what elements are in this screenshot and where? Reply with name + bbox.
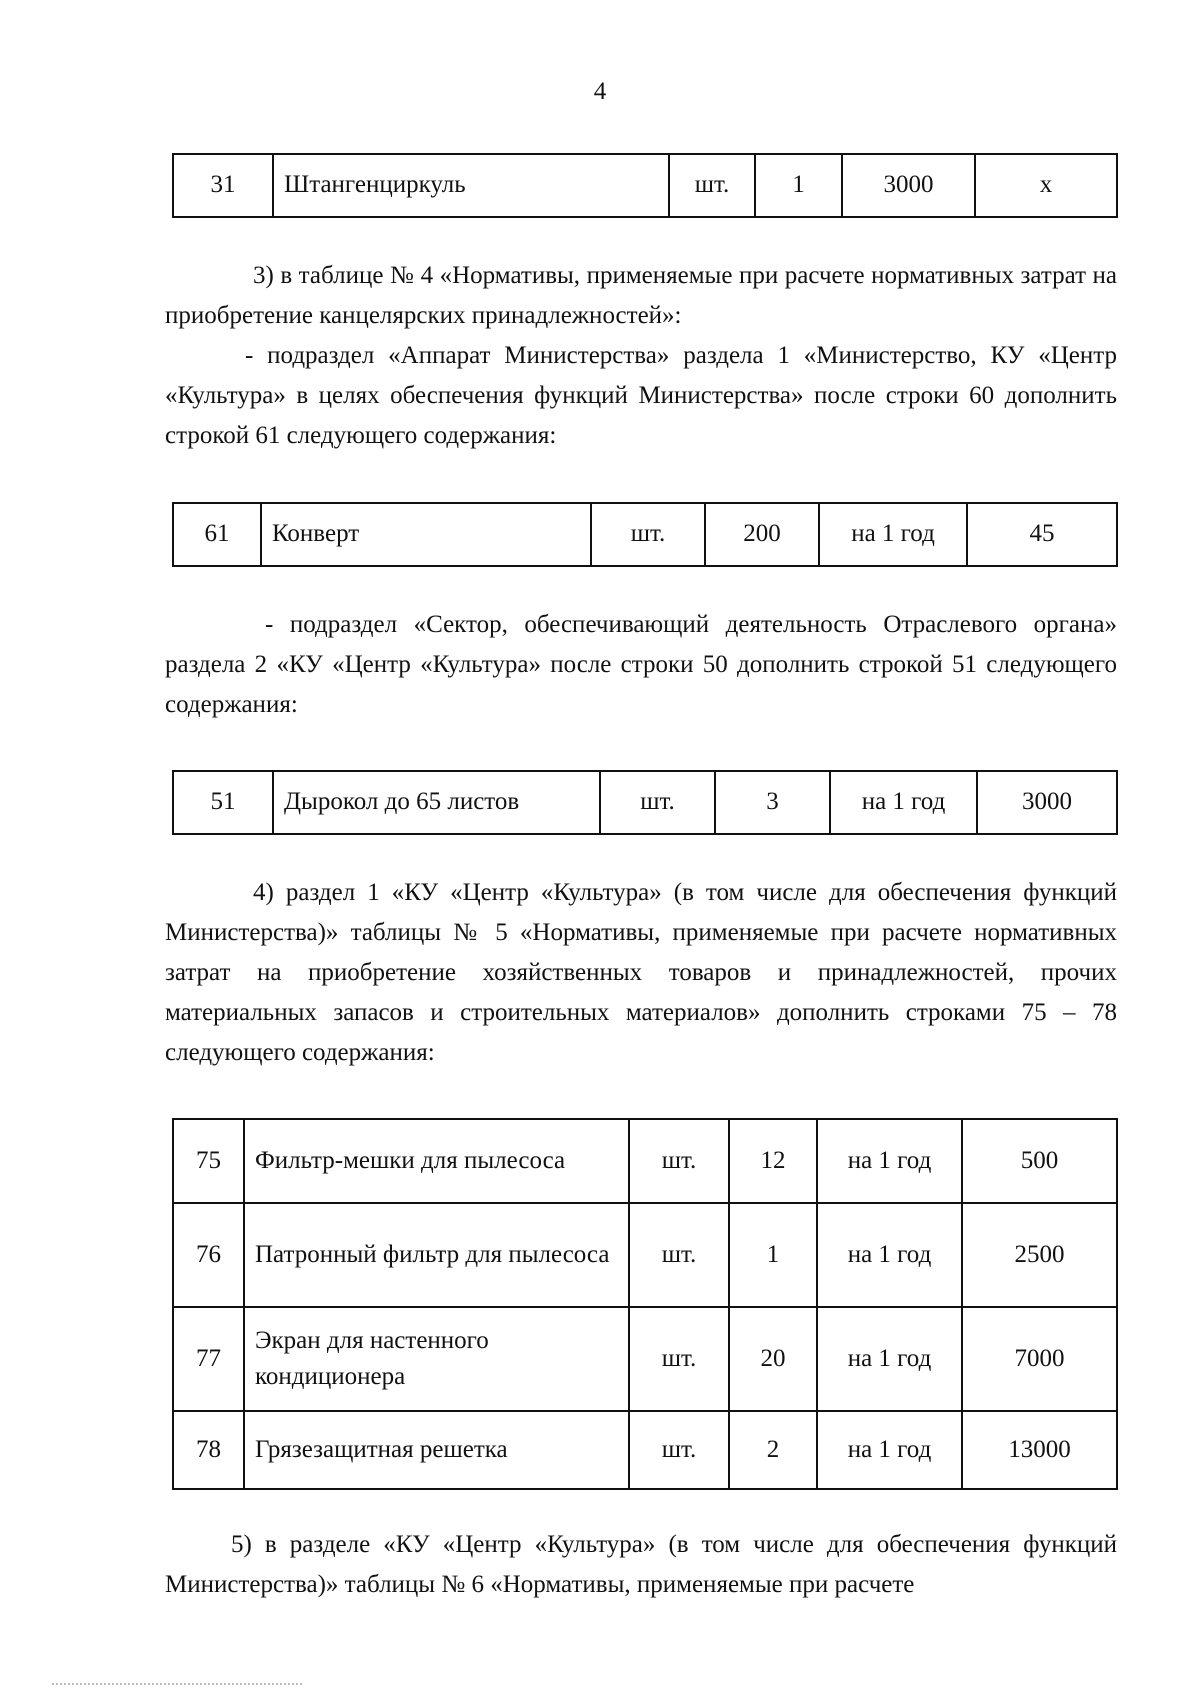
paragraph-5 — [165, 1525, 1117, 1605]
table-konvert — [172, 502, 1118, 567]
quantity: 1 — [729, 1203, 817, 1307]
row-number: 61 — [173, 503, 261, 566]
quantity: 2 — [729, 1411, 817, 1489]
quantity: 1 — [755, 154, 842, 217]
item-name: Экран для настенного кондиционера — [244, 1307, 629, 1411]
unit: шт. — [669, 154, 755, 217]
period: на 1 год — [817, 1411, 962, 1489]
price: 45 — [967, 503, 1117, 566]
table-dyrokol — [172, 770, 1118, 835]
item-name: Патронный фильтр для пылесоса — [244, 1203, 629, 1307]
table-shtangencirkul — [172, 153, 1118, 218]
quantity: 12 — [729, 1119, 817, 1203]
extra: х — [975, 154, 1117, 217]
period: на 1 год — [819, 503, 967, 566]
paragraph-4 — [165, 873, 1117, 1073]
table-hoz-tovary — [172, 1118, 1118, 1490]
row-number: 51 — [173, 771, 273, 834]
table-row — [173, 154, 1117, 217]
period: на 1 год — [817, 1307, 962, 1411]
quantity: 3 — [715, 771, 830, 834]
item-name: Грязезащитная решетка — [244, 1411, 629, 1489]
paragraph-sector-text: - подраздел «Сектор, обеспечивающий деятельность Отраслевого органа» раздела 2 «КУ «Центр «Культура» после строки 50 дополнить строкой 51 следующего содержания: — [165, 611, 1117, 718]
paragraph-sector — [165, 605, 1117, 725]
paragraph-4-text: 4) раздел 1 «КУ «Центр «Культура» (в том числе для обеспечения функций Министерства)» таблицы № 5 «Нормативы, применяемые при расчете нормативных затрат на приобретение хозяйственных товаров и принадлежностей, прочих материальных запасов и строительных материалов» дополнить строками 75 – 78 следующего содержания: — [165, 879, 1117, 1066]
item-name: Штангенциркуль — [273, 154, 669, 217]
price: 7000 — [962, 1307, 1117, 1411]
paragraph-5-text: 5) в разделе «КУ «Центр «Культура» (в том числе для обеспечения функций Министерства)» таблицы № 6 «Нормативы, применяемые при расчете — [165, 1531, 1117, 1598]
scan-artifact — [52, 1683, 302, 1688]
table-row — [173, 1411, 1117, 1489]
paragraph-3 — [165, 256, 1117, 456]
unit: шт. — [629, 1307, 729, 1411]
paragraph-3-intro: 3) в таблице № 4 «Нормативы, применяемые при расчете нормативных затрат на приобретение канцелярских принадлежностей»: — [165, 262, 1117, 329]
period: на 1 год — [817, 1119, 962, 1203]
item-name: Дырокол до 65 листов — [273, 771, 600, 834]
unit: шт. — [629, 1203, 729, 1307]
row-number: 78 — [173, 1411, 244, 1489]
period: на 1 год — [830, 771, 977, 834]
price: 13000 — [962, 1411, 1117, 1489]
row-number: 31 — [173, 154, 273, 217]
table-row — [173, 503, 1117, 566]
period: на 1 год — [817, 1203, 962, 1307]
page-number: 4 — [593, 78, 607, 105]
row-number: 77 — [173, 1307, 244, 1411]
price: 500 — [962, 1119, 1117, 1203]
quantity: 20 — [729, 1307, 817, 1411]
quantity: 200 — [705, 503, 819, 566]
row-number: 75 — [173, 1119, 244, 1203]
table-row — [173, 1203, 1117, 1307]
unit: шт. — [629, 1119, 729, 1203]
unit: шт. — [600, 771, 715, 834]
table-row — [173, 1307, 1117, 1411]
unit: шт. — [629, 1411, 729, 1489]
row-number: 76 — [173, 1203, 244, 1307]
price: 3000 — [977, 771, 1117, 834]
item-name: Конверт — [261, 503, 591, 566]
table-row — [173, 771, 1117, 834]
table-row — [173, 1119, 1117, 1203]
unit: шт. — [591, 503, 705, 566]
paragraph-3-subsection: - подраздел «Аппарат Министерства» раздела 1 «Министерство, КУ «Центр «Культура» в целях обеспечения функций Министерства» после строки 60 дополнить строкой 61 следующего содержания: — [165, 342, 1117, 449]
price: 2500 — [962, 1203, 1117, 1307]
price: 3000 — [842, 154, 975, 217]
item-name: Фильтр-мешки для пылесоса — [244, 1119, 629, 1203]
